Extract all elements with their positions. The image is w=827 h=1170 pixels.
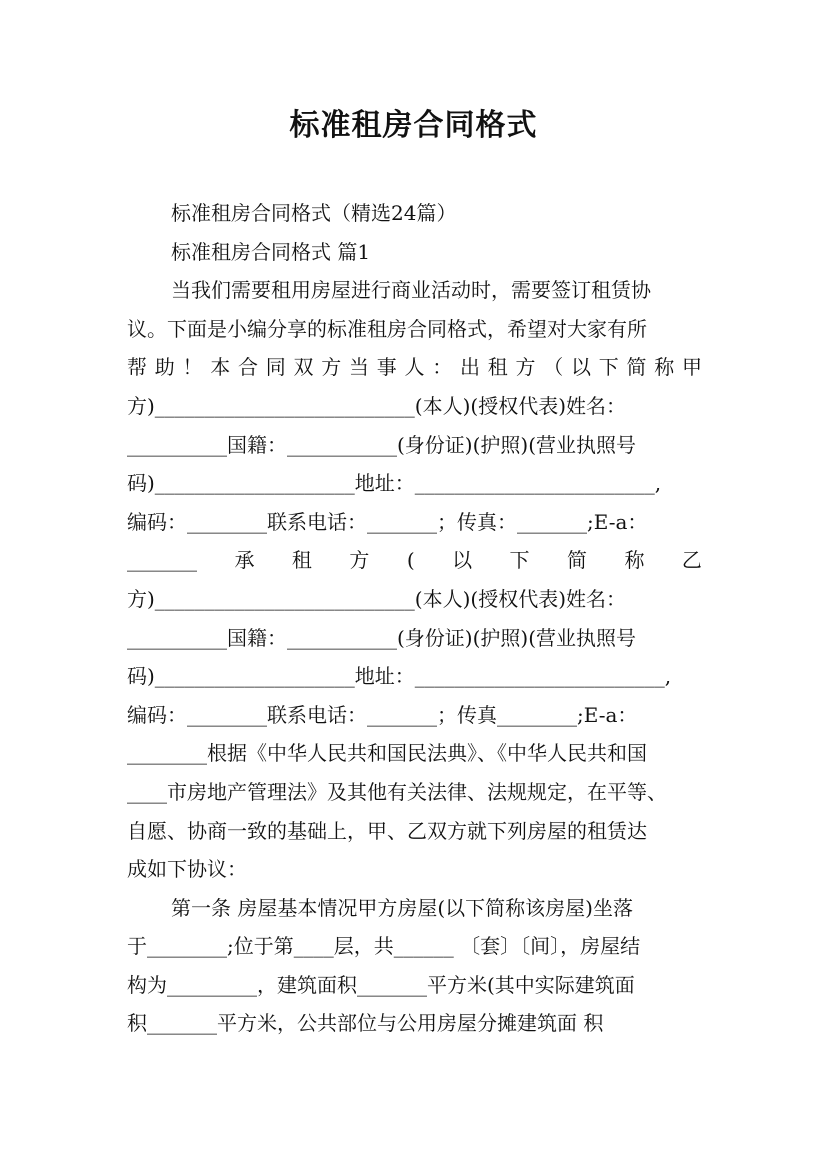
text-line: 第一条 房屋基本情况甲方房屋(以下简称该房屋)坐落 <box>171 895 633 920</box>
document-body <box>127 194 702 1043</box>
text-line: 编码：________联系电话：_______；传真________;E-a： <box>127 702 638 727</box>
text-line: 积_______平方米，公共部位与公用房屋分摊建筑面 积 <box>127 1011 604 1036</box>
text-line: 编码：________联系电话：_______；传真：_______;E-a： <box>127 509 648 534</box>
text-line: 构为_________，建筑面积_______平方米(其中实际建筑面 <box>127 972 635 997</box>
text-line: 方)__________________________(本人)(授权代表)姓名： <box>127 586 627 611</box>
text-line: 标准租房合同格式（精选24篇） <box>171 201 457 225</box>
text-line: __________国籍：___________(身份证)(护照)(营业执照号 <box>127 625 637 650</box>
text-line: _______ 承 租 方 ( 以 下 简 称 乙 <box>127 548 702 573</box>
text-line: 帮 助 ！ 本 合 同 双 方 当 事 人 ： 出 租 方 （ 以 下 简 称 甲 <box>127 355 702 380</box>
text-line: 标准租房合同格式 篇1 <box>171 239 371 264</box>
text-line: __________国籍：___________(身份证)(护照)(营业执照号 <box>127 432 637 457</box>
text-line: 自愿、协商一致的基础上，甲、乙双方就下列房屋的租赁达 <box>127 818 647 843</box>
text-line: 方)__________________________(本人)(授权代表)姓名： <box>127 393 627 418</box>
text-line: 于________;位于第____层，共______ 〔套〕〔间〕，房屋结 <box>127 934 641 959</box>
text-line: ________根据《中华人民共和国民法典》、《中华人民共和国 <box>127 741 647 766</box>
document-title: 标准租房合同格式 <box>289 108 538 143</box>
text-line: 成如下协议： <box>127 857 247 882</box>
text-line: 当我们需要租用房屋进行商业活动时，需要签订租赁协 <box>171 278 651 303</box>
text-line: 码)____________________地址：_________________________, <box>127 664 672 689</box>
text-line: 码)____________________地址：________________________, <box>127 471 662 496</box>
text-line: 议。下面是小编分享的标准租房合同格式，希望对大家有所 <box>127 316 647 341</box>
text-line: ____市房地产管理法》及其他有关法律、法规规定，在平等、 <box>127 779 667 804</box>
